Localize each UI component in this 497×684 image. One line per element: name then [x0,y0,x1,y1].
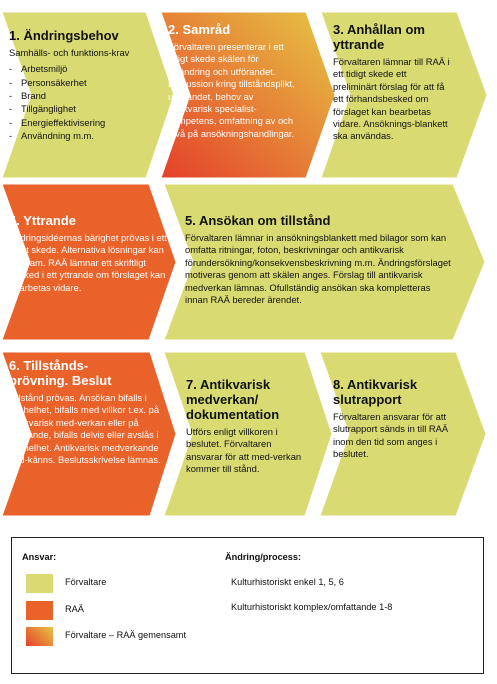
step-6-title: 6. Tillstånds-prövning. Beslut [9,358,112,388]
step-4-title: 4. Yttrande [9,213,76,228]
list-item: - Brand [21,89,157,102]
legend-process-heading: Ändring/process: [225,552,302,562]
list-item: - Personsäkerhet [21,76,157,89]
step-8-title: 8. Antikvarisk slutrapport [333,377,418,407]
legend-label-raa: RAÄ [65,604,84,614]
step-1-list [9,62,157,142]
legend-process-complex: Kulturhistoriskt komplex/omfattande 1-8 [231,602,393,612]
legend-swatch-forvaltare [26,574,53,593]
list-item: - Energieffektivisering [21,116,157,129]
list-item: - Användning m.m. [21,129,157,142]
step-7-title: 7. Antikvarisk medverkan/ dokumentation [186,377,280,422]
legend-label-gemensamt: Förvaltare – RAÄ gemensamt [65,630,187,640]
step-6-text [9,359,164,466]
list-item: - Arbetsmiljö [21,62,157,75]
step-3-body: Förvaltaren lämnar till RAÄ i ett tidigt skede ett preliminärt förslag för att få ett förhandsbesked om förslaget kan bearbetas vidare. Ansöknings-blankett ska användas. [333,55,450,142]
legend-label-forvaltare: Förvaltare [65,577,107,587]
step-8-body: Förvaltaren ansvarar för att slutrapport sänds in till RAÄ inom den tid som anges i beslutet. [333,410,449,460]
legend-swatch-raa [26,601,53,620]
step-4-text [9,214,169,294]
step-1-title: 1. Ändringsbehov [9,28,119,43]
legend-ansvar-heading: Ansvar: [22,552,57,562]
legend-process-simple: Kulturhistoriskt enkel 1, 5, 6 [231,577,344,587]
step-1-intro: Samhälls- och funktions-krav [9,46,130,58]
step-7-text [186,378,308,475]
step-7-body: Utförs enligt villkoren i beslutet. Förvaltaren ansvarar för att med-verkan kommer till stånd. [186,425,302,475]
legend-box [11,537,484,674]
step-2-text [168,23,298,140]
list-item: - Tillgänglighet [21,102,157,115]
step-1-text [9,29,157,142]
step-6-body: Tillstånd prövas. Ansökan bifalls i sin helhet, bifalls med villkor t.ex. på antikvarisk med-verkan eller på utförande, bifalls delvis eller avslås i sin helhet. Antikvarisk medverkande god-känns. Beslutsskrivelse lämnas. [9,391,161,465]
step-3-text [333,23,465,143]
step-3-title: 3. Anhållan om yttrande [333,22,425,52]
legend-swatch-gemensamt [26,627,53,646]
step-2-title: 2. Samråd [168,22,231,37]
step-5-body: Förvaltaren lämnar in ansökningsblankett med bilagor som kan omfatta ritningar, foton, beskrivningar och antikvarisk förundersökning/konsekvensbeskrivning m.m. Ändringsförslaget motiveras genom att skälen anges. Förslag till antikvarisk medverkan lämnas. Ofullständig ansökan ska kompletteras innan RAÄ bereder ärendet. [185,231,451,305]
step-5-text [185,214,453,306]
step-4-body: Ändringsidéernas bärighet prövas i ett tidigt skede. Alternativa lösningar kan tas fram. RAÄ lämnar ett skriftligt besked i ett yttrande om förslaget kan bearbetas vidare. [9,231,167,293]
step-8-text [333,378,458,461]
step-5-title: 5. Ansökan om tillstånd [185,213,331,228]
step-2-body: Förvaltaren presenterar i ett tidigt skede skälen för förändring och utförandet. Diskussion kring tillståndsplikt, utförandet, behov av antikvarisk specialist-kompetens, omfattning av och nivå på ansökningshandlingar. [168,40,295,139]
